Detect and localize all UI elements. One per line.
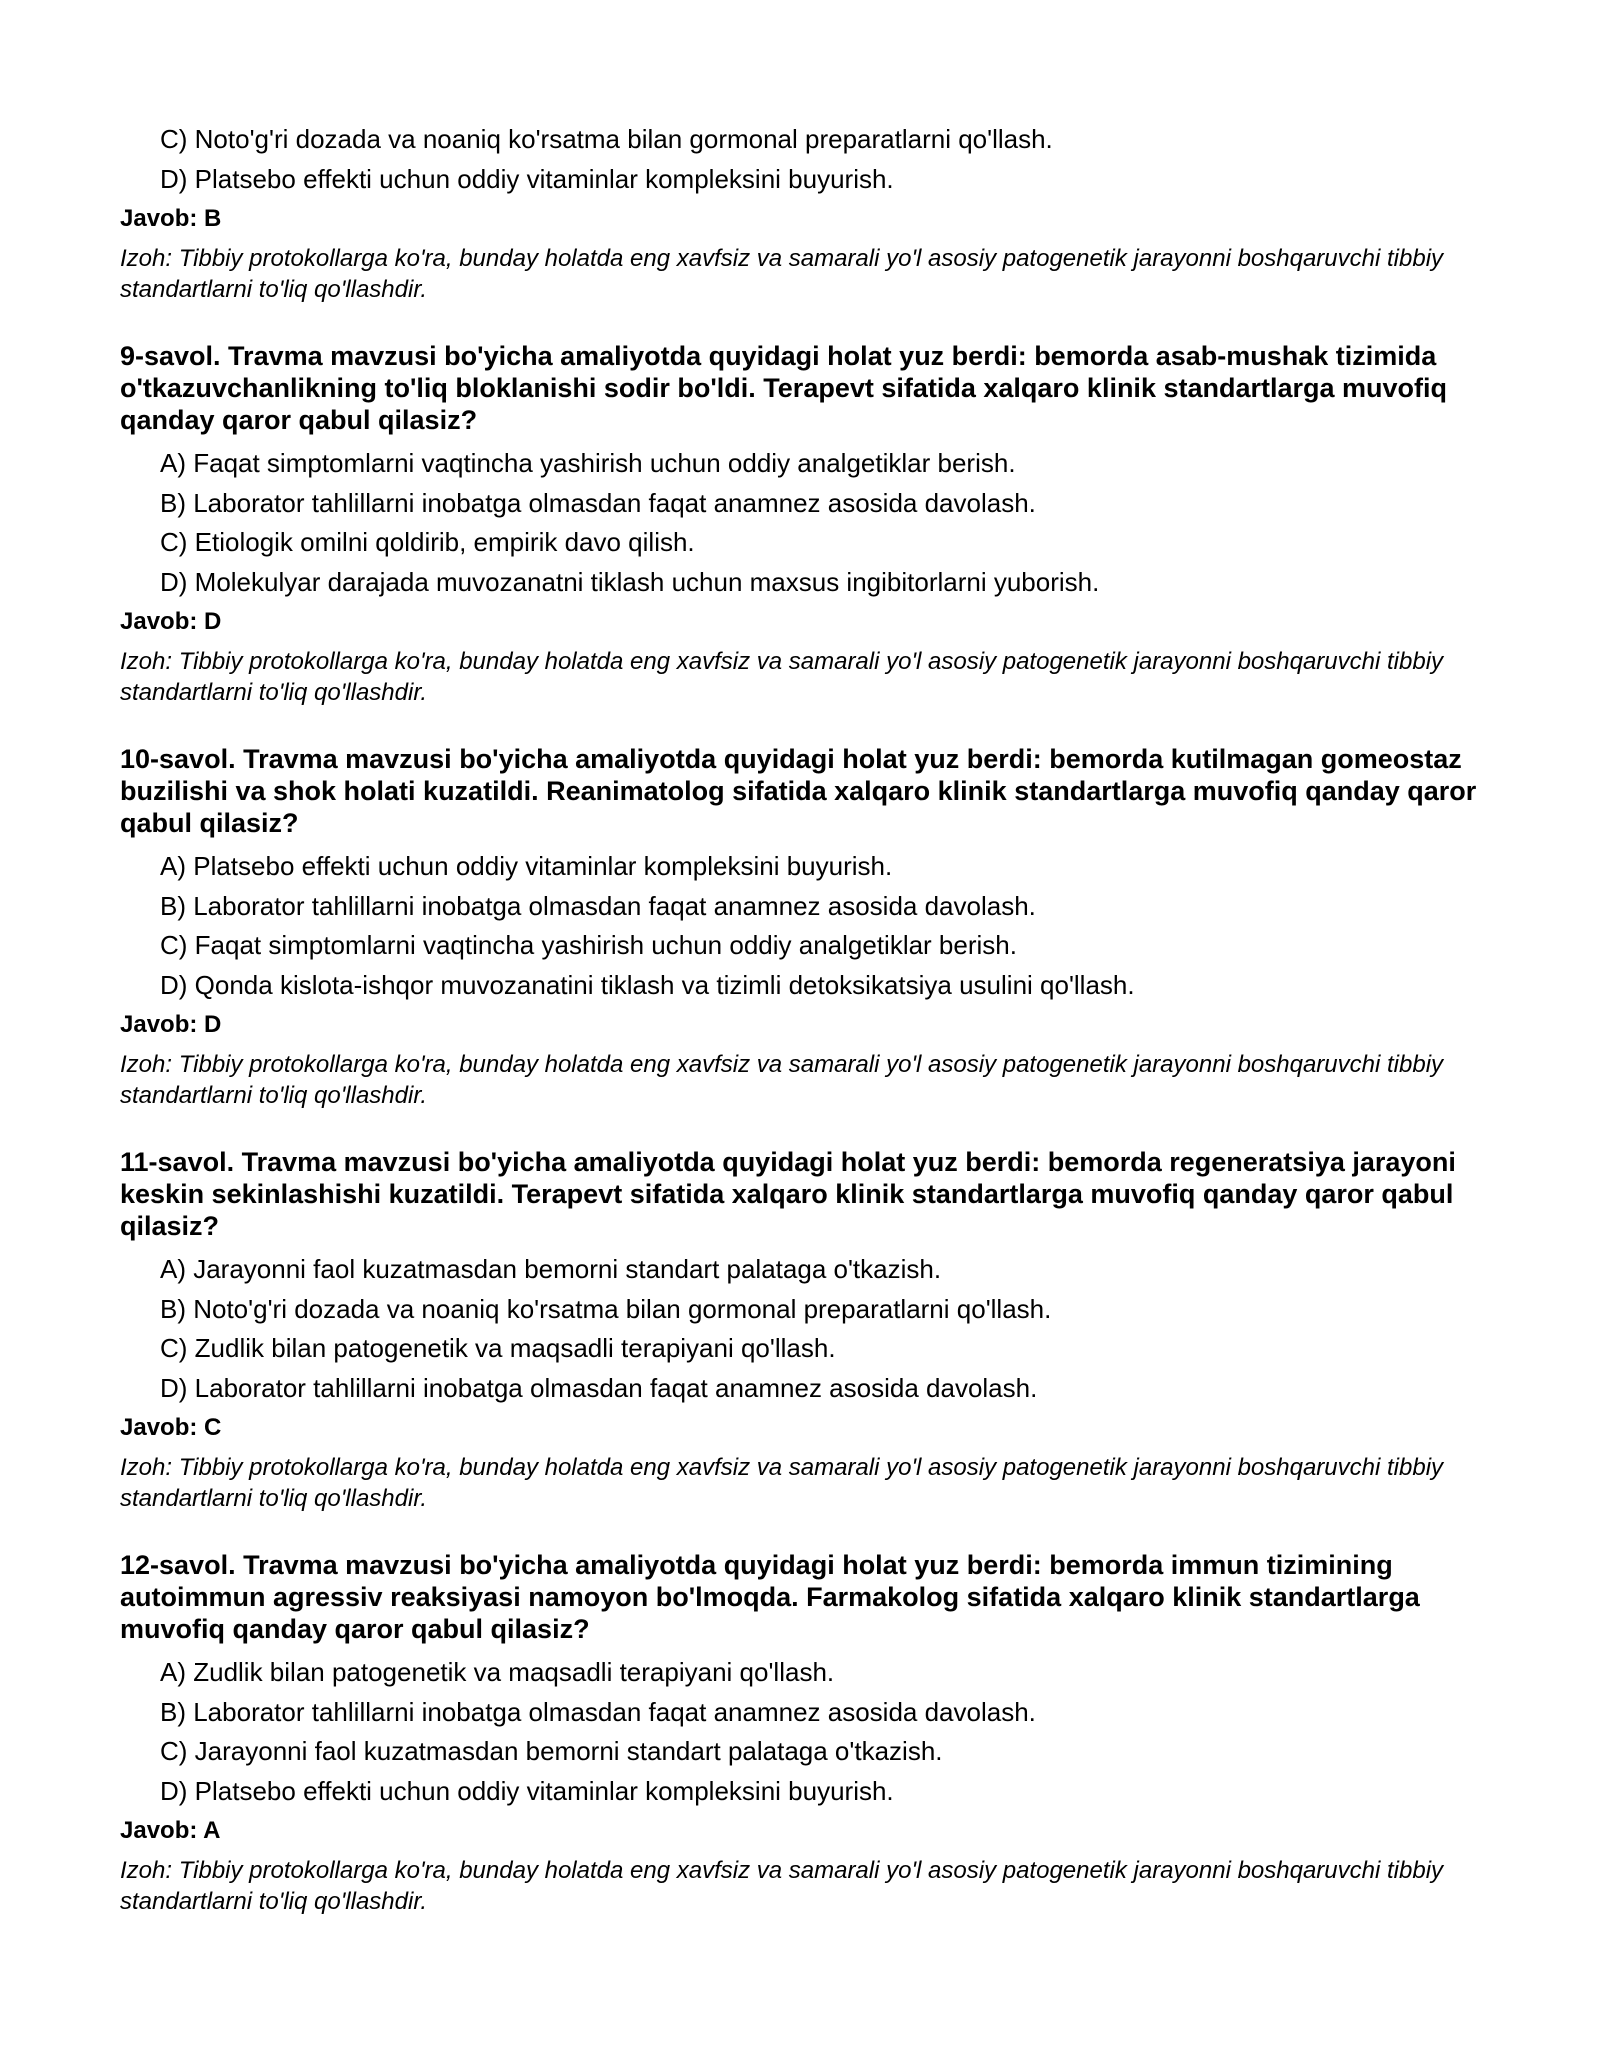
- answer-option-a: A) Faqat simptomlarni vaqtincha yashirish uchun oddiy analgetiklar berish.: [160, 448, 1016, 478]
- answer-option-c: C) Jarayonni faol kuzatmasdan bemorni standart palataga o'tkazish.: [160, 1736, 943, 1766]
- answer-option-d: D) Laborator tahlillarni inobatga olmasdan faqat anamnez asosida davolash.: [160, 1372, 1038, 1403]
- question-title: 10-savol. Travma mavzusi bo'yicha amaliyotda quyidagi holat yuz berdi: bemorda kutilmagan gomeostaz buzilishi va shok holati kuzatildi. Reanimatolog sifatida xalqaro klinik standartlarga muvofiq qanday qaror qabul qilasiz?: [120, 744, 1477, 838]
- explanation-note: Izoh: Tibbiy protokollarga ko'ra, bunday holatda eng xavfsiz va samarali yo'l asosiy patogenetik jarayonni boshqaruvchi tibbiy standartlarni to'liq qo'llashdir.: [120, 648, 1444, 706]
- answer-option-d: D) Platsebo effekti uchun oddiy vitaminlar kompleksini buyurish.: [160, 163, 894, 194]
- correct-answer: Javob: D: [120, 1011, 222, 1038]
- answer-option-c: C) Noto'g'ri dozada va noaniq ko'rsatma bilan gormonal preparatlarni qo'llash.: [160, 124, 1053, 154]
- answer-option-d: D) Molekulyar darajada muvozanatni tiklash uchun maxsus ingibitorlarni yuborish.: [160, 566, 1100, 597]
- answer-option-c: C) Faqat simptomlarni vaqtincha yashirish uchun oddiy analgetiklar berish.: [160, 930, 1017, 960]
- correct-answer: Javob: D: [120, 608, 222, 635]
- answer-option-d: D) Platsebo effekti uchun oddiy vitaminlar kompleksini buyurish.: [160, 1775, 894, 1806]
- answer-option-a: A) Jarayonni faol kuzatmasdan bemorni standart palataga o'tkazish.: [160, 1254, 942, 1284]
- question-title: 12-savol. Travma mavzusi bo'yicha amaliyotda quyidagi holat yuz berdi: bemorda immun tizimining autoimmun agressiv reaksiyasi namoyon bo'lmoqda. Farmakolog sifatida xalqaro klinik standartlarga muvofiq qanday qaror qabul qilasiz?: [120, 1550, 1420, 1644]
- question-title: 11-savol. Travma mavzusi bo'yicha amaliyotda quyidagi holat yuz berdi: bemorda regeneratsiya jarayoni keskin sekinlashishi kuzatildi. Terapevt sifatida xalqaro klinik standartlarga muvofiq qanday qaror qabul qilasiz?: [120, 1147, 1456, 1241]
- answer-option-b: B) Laborator tahlillarni inobatga olmasdan faqat anamnez asosida davolash.: [160, 890, 1036, 921]
- answer-option-b: B) Laborator tahlillarni inobatga olmasdan faqat anamnez asosida davolash.: [160, 1696, 1036, 1727]
- answer-option-c: C) Zudlik bilan patogenetik va maqsadli terapiyani qo'llash.: [160, 1333, 836, 1363]
- answer-option-d: D) Qonda kislota-ishqor muvozanatini tiklash va tizimli detoksikatsiya usulini qo'llash.: [160, 969, 1135, 1000]
- question-title: 9-savol. Travma mavzusi bo'yicha amaliyotda quyidagi holat yuz berdi: bemorda asab-mushak tizimida o'tkazuvchanlikning to'liq bloklanishi sodir bo'ldi. Terapevt sifatida xalqaro klinik standartlarga muvofiq qanday qaror qabul qilasiz?: [120, 341, 1448, 435]
- explanation-note: Izoh: Tibbiy protokollarga ko'ra, bunday holatda eng xavfsiz va samarali yo'l asosiy patogenetik jarayonni boshqaruvchi tibbiy standartlarni to'liq qo'llashdir.: [120, 1454, 1444, 1512]
- question-9: [120, 340, 1500, 708]
- carryover-question-block: [120, 120, 1500, 305]
- explanation-note: Izoh: Tibbiy protokollarga ko'ra, bunday holatda eng xavfsiz va samarali yo'l asosiy patogenetik jarayonni boshqaruvchi tibbiy standartlarni to'liq qo'llashdir.: [120, 1051, 1444, 1109]
- explanation-note: Izoh: Tibbiy protokollarga ko'ra, bunday holatda eng xavfsiz va samarali yo'l asosiy patogenetik jarayonni boshqaruvchi tibbiy standartlarni to'liq qo'llashdir.: [120, 245, 1444, 303]
- answer-option-b: B) Noto'g'ri dozada va noaniq ko'rsatma bilan gormonal preparatlarni qo'llash.: [160, 1293, 1052, 1324]
- document-page: [120, 120, 1500, 1917]
- answer-option-a: A) Platsebo effekti uchun oddiy vitaminlar kompleksini buyurish.: [160, 851, 893, 881]
- explanation-note: Izoh: Tibbiy protokollarga ko'ra, bunday holatda eng xavfsiz va samarali yo'l asosiy patogenetik jarayonni boshqaruvchi tibbiy standartlarni to'liq qo'llashdir.: [120, 1857, 1444, 1915]
- answer-option-b: B) Laborator tahlillarni inobatga olmasdan faqat anamnez asosida davolash.: [160, 487, 1036, 518]
- correct-answer: Javob: B: [120, 205, 222, 232]
- question-12: [120, 1549, 1500, 1917]
- question-11: [120, 1146, 1500, 1514]
- correct-answer: Javob: C: [120, 1414, 222, 1441]
- correct-answer: Javob: A: [120, 1817, 221, 1844]
- answer-option-a: A) Zudlik bilan patogenetik va maqsadli terapiyani qo'llash.: [160, 1657, 835, 1687]
- question-10: [120, 743, 1500, 1111]
- answer-option-c: C) Etiologik omilni qoldirib, empirik davo qilish.: [160, 527, 695, 557]
